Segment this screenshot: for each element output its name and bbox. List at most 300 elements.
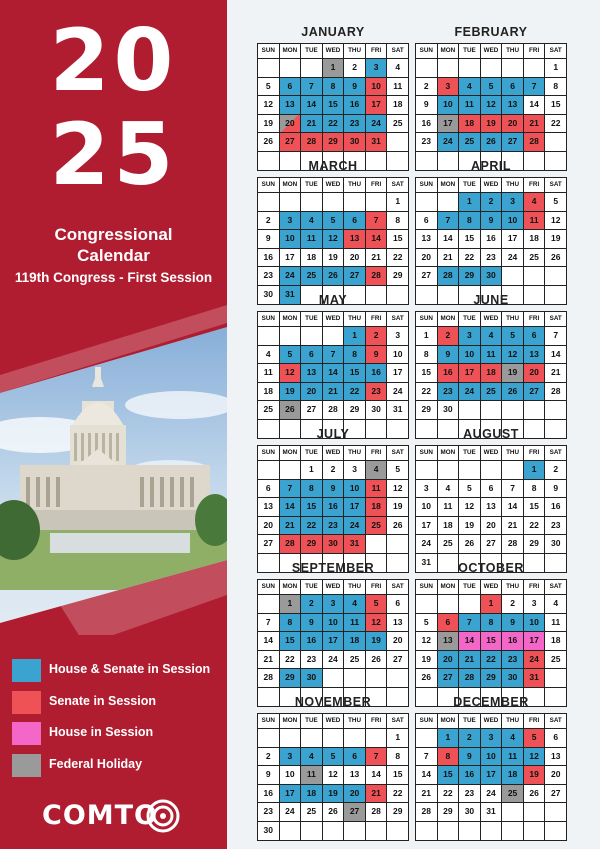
day-cell: 14 <box>438 230 460 249</box>
day-cell: 21 <box>258 651 280 670</box>
month-calendar-november <box>257 695 409 841</box>
legend-swatch <box>12 754 41 777</box>
day-cell: 4 <box>438 480 460 499</box>
month-grid <box>257 713 409 841</box>
empty-cell <box>301 729 323 748</box>
day-cell: 20 <box>416 249 438 268</box>
weekday-header: SAT <box>545 312 567 327</box>
legend-swatch <box>12 722 41 745</box>
weekday-header: FRI <box>366 312 388 327</box>
day-cell: 26 <box>280 401 302 420</box>
day-cell: 17 <box>280 249 302 268</box>
day-cell: 4 <box>524 193 546 212</box>
month-grid <box>257 311 409 439</box>
day-cell: 4 <box>344 595 366 614</box>
day-cell: 21 <box>366 249 388 268</box>
weekday-header: TUE <box>301 44 323 59</box>
day-cell: 8 <box>280 614 302 633</box>
day-cell: 23 <box>258 267 280 286</box>
weekday-header: THU <box>344 178 366 193</box>
empty-cell <box>280 327 302 346</box>
day-cell: 29 <box>438 803 460 822</box>
empty-cell <box>545 669 567 688</box>
day-cell: 23 <box>301 651 323 670</box>
day-cell: 17 <box>481 766 503 785</box>
day-cell: 20 <box>387 632 409 651</box>
empty-cell <box>438 193 460 212</box>
day-cell: 24 <box>524 651 546 670</box>
day-cell: 31 <box>387 401 409 420</box>
day-cell: 27 <box>387 651 409 670</box>
day-cell: 7 <box>301 78 323 97</box>
day-cell: 4 <box>545 595 567 614</box>
empty-cell <box>545 803 567 822</box>
month-grid <box>257 445 409 573</box>
empty-cell <box>524 59 546 78</box>
day-cell: 20 <box>344 249 366 268</box>
day-cell: 3 <box>459 327 481 346</box>
day-cell: 4 <box>258 346 280 365</box>
weekday-header: THU <box>502 312 524 327</box>
day-cell: 2 <box>481 193 503 212</box>
day-cell: 2 <box>323 461 345 480</box>
day-cell: 27 <box>344 267 366 286</box>
day-cell: 4 <box>301 748 323 767</box>
empty-cell <box>280 59 302 78</box>
day-cell: 6 <box>416 212 438 231</box>
day-cell: 16 <box>416 115 438 134</box>
day-cell: 25 <box>438 535 460 554</box>
day-cell: 1 <box>438 729 460 748</box>
empty-cell <box>502 803 524 822</box>
day-cell: 15 <box>301 498 323 517</box>
day-cell: 10 <box>416 498 438 517</box>
month-title: MAY <box>318 293 348 307</box>
empty-cell <box>280 461 302 480</box>
weekday-header: TUE <box>459 446 481 461</box>
empty-cell <box>524 822 546 841</box>
day-cell: 16 <box>301 632 323 651</box>
empty-cell <box>524 267 546 286</box>
weekday-header: MON <box>438 178 460 193</box>
day-cell: 25 <box>366 517 388 536</box>
day-cell: 17 <box>280 785 302 804</box>
day-cell: 25 <box>545 651 567 670</box>
day-cell: 19 <box>366 632 388 651</box>
day-cell: 21 <box>301 115 323 134</box>
day-cell: 23 <box>323 517 345 536</box>
day-cell: 27 <box>301 401 323 420</box>
month-grid <box>257 43 409 171</box>
weekday-header: WED <box>323 44 345 59</box>
day-cell: 13 <box>344 230 366 249</box>
legend-swatch <box>12 659 41 682</box>
poster-title <box>0 224 227 266</box>
day-cell: 25 <box>344 651 366 670</box>
day-cell: 18 <box>301 249 323 268</box>
day-cell: 19 <box>481 115 503 134</box>
day-cell: 9 <box>545 480 567 499</box>
day-cell: 14 <box>366 766 388 785</box>
day-cell: 22 <box>481 651 503 670</box>
day-cell: 4 <box>502 729 524 748</box>
day-cell: 2 <box>258 748 280 767</box>
day-cell: 23 <box>258 803 280 822</box>
day-cell: 16 <box>344 96 366 115</box>
day-cell: 10 <box>344 480 366 499</box>
day-cell: 8 <box>344 346 366 365</box>
day-cell: 28 <box>502 535 524 554</box>
month-calendar-july <box>257 427 409 573</box>
day-cell: 16 <box>258 249 280 268</box>
day-cell: 2 <box>301 595 323 614</box>
day-cell: 15 <box>280 632 302 651</box>
day-cell: 16 <box>366 364 388 383</box>
weekday-header: WED <box>323 178 345 193</box>
day-cell: 23 <box>481 249 503 268</box>
day-cell: 11 <box>481 346 503 365</box>
legend-label: House in Session <box>49 725 154 739</box>
day-cell: 17 <box>416 517 438 536</box>
day-cell: 28 <box>301 133 323 152</box>
day-cell: 16 <box>323 498 345 517</box>
empty-cell <box>258 327 280 346</box>
day-cell: 16 <box>459 766 481 785</box>
day-cell: 31 <box>366 133 388 152</box>
day-cell: 12 <box>481 96 503 115</box>
day-cell: 7 <box>524 78 546 97</box>
day-cell: 8 <box>545 78 567 97</box>
month-grid <box>415 43 567 171</box>
day-cell: 10 <box>459 346 481 365</box>
empty-cell <box>481 401 503 420</box>
weekday-header: TUE <box>459 714 481 729</box>
day-cell: 21 <box>545 364 567 383</box>
day-cell: 5 <box>323 212 345 231</box>
month-title: SEPTEMBER <box>291 561 375 575</box>
day-cell: 9 <box>416 96 438 115</box>
day-cell: 10 <box>502 212 524 231</box>
weekday-header: FRI <box>366 714 388 729</box>
empty-cell <box>387 822 409 841</box>
day-cell: 7 <box>416 748 438 767</box>
day-cell: 16 <box>502 632 524 651</box>
day-cell: 21 <box>366 785 388 804</box>
day-cell: 22 <box>280 651 302 670</box>
day-cell: 23 <box>416 133 438 152</box>
day-cell: 20 <box>502 115 524 134</box>
day-cell: 14 <box>258 632 280 651</box>
weekday-header: SUN <box>416 714 438 729</box>
day-cell: 25 <box>258 401 280 420</box>
weekday-header: SUN <box>416 178 438 193</box>
day-cell: 13 <box>280 96 302 115</box>
day-cell: 23 <box>545 517 567 536</box>
day-cell: 26 <box>524 785 546 804</box>
day-cell: 5 <box>524 729 546 748</box>
weekday-header: SUN <box>416 44 438 59</box>
day-cell: 11 <box>502 748 524 767</box>
day-cell: 24 <box>438 133 460 152</box>
day-cell: 26 <box>387 517 409 536</box>
day-cell: 28 <box>258 669 280 688</box>
day-cell: 9 <box>301 614 323 633</box>
month-title: MARCH <box>308 159 358 173</box>
day-cell: 11 <box>258 364 280 383</box>
day-cell: 18 <box>502 766 524 785</box>
day-cell: 10 <box>438 96 460 115</box>
empty-cell <box>502 59 524 78</box>
day-cell: 5 <box>323 748 345 767</box>
weekday-header: SUN <box>416 580 438 595</box>
day-cell: 7 <box>438 212 460 231</box>
day-cell: 3 <box>366 59 388 78</box>
day-cell: 27 <box>524 383 546 402</box>
day-cell: 3 <box>481 729 503 748</box>
day-cell: 5 <box>481 78 503 97</box>
day-cell: 2 <box>545 461 567 480</box>
empty-cell <box>524 803 546 822</box>
day-cell: 6 <box>258 480 280 499</box>
day-cell: 11 <box>545 614 567 633</box>
day-cell: 8 <box>301 480 323 499</box>
day-cell: 19 <box>524 766 546 785</box>
day-cell: 21 <box>323 383 345 402</box>
empty-cell <box>459 59 481 78</box>
day-cell: 1 <box>344 327 366 346</box>
day-cell: 15 <box>416 364 438 383</box>
month-calendar-january <box>257 25 409 171</box>
day-cell: 8 <box>459 212 481 231</box>
day-cell: 30 <box>258 286 280 305</box>
day-cell: 11 <box>438 498 460 517</box>
weekday-header: WED <box>481 714 503 729</box>
empty-cell <box>280 729 302 748</box>
day-cell: 22 <box>387 785 409 804</box>
day-cell: 11 <box>301 766 323 785</box>
day-cell: 1 <box>323 59 345 78</box>
day-cell: 4 <box>387 59 409 78</box>
day-cell: 29 <box>344 401 366 420</box>
day-cell: 26 <box>459 535 481 554</box>
weekday-header: SUN <box>258 44 280 59</box>
empty-cell <box>387 133 409 152</box>
day-cell: 22 <box>459 249 481 268</box>
empty-cell <box>438 595 460 614</box>
day-cell: 22 <box>301 517 323 536</box>
empty-cell <box>416 59 438 78</box>
day-cell: 30 <box>344 133 366 152</box>
empty-cell <box>366 822 388 841</box>
title-line-2: Calendar <box>77 246 150 265</box>
day-cell: 19 <box>459 517 481 536</box>
weekday-header: MON <box>280 580 302 595</box>
empty-cell <box>438 59 460 78</box>
day-cell: 29 <box>323 133 345 152</box>
month-title: JANUARY <box>301 25 365 39</box>
day-cell: 7 <box>366 212 388 231</box>
day-cell: 9 <box>459 748 481 767</box>
weekday-header: TUE <box>301 446 323 461</box>
day-cell: 8 <box>387 748 409 767</box>
day-cell: 15 <box>387 230 409 249</box>
day-cell: 6 <box>481 480 503 499</box>
day-cell: 9 <box>258 230 280 249</box>
day-cell: 19 <box>280 383 302 402</box>
day-cell: 29 <box>387 803 409 822</box>
day-cell: 12 <box>545 212 567 231</box>
day-cell: 6 <box>502 78 524 97</box>
day-cell: 12 <box>366 614 388 633</box>
day-cell: 9 <box>344 78 366 97</box>
month-calendar-september <box>257 561 409 707</box>
day-cell: 21 <box>438 249 460 268</box>
empty-cell <box>323 193 345 212</box>
day-cell: 24 <box>366 115 388 134</box>
day-cell: 24 <box>502 249 524 268</box>
month-title: AUGUST <box>463 427 519 441</box>
day-cell: 28 <box>545 383 567 402</box>
day-cell: 29 <box>387 267 409 286</box>
day-cell: 2 <box>459 729 481 748</box>
day-cell: 18 <box>545 632 567 651</box>
day-cell: 31 <box>416 554 438 573</box>
day-cell: 10 <box>323 614 345 633</box>
day-cell: 16 <box>481 230 503 249</box>
month-title: JULY <box>316 427 350 441</box>
day-cell: 11 <box>459 96 481 115</box>
day-cell: 2 <box>258 212 280 231</box>
empty-cell <box>344 193 366 212</box>
day-cell: 14 <box>524 96 546 115</box>
day-cell: 12 <box>280 364 302 383</box>
day-cell: 1 <box>416 327 438 346</box>
weekday-header: FRI <box>366 580 388 595</box>
month-grid <box>415 177 567 305</box>
day-cell: 9 <box>258 766 280 785</box>
day-cell: 22 <box>438 785 460 804</box>
weekday-header: TUE <box>301 312 323 327</box>
day-cell: 14 <box>280 498 302 517</box>
weekday-header: MON <box>280 714 302 729</box>
weekday-header: THU <box>502 714 524 729</box>
day-cell: 22 <box>524 517 546 536</box>
day-cell: 19 <box>545 230 567 249</box>
weekday-header: TUE <box>459 580 481 595</box>
day-cell: 5 <box>459 480 481 499</box>
weekday-header: FRI <box>366 44 388 59</box>
weekday-header: FRI <box>366 446 388 461</box>
day-cell: 19 <box>258 115 280 134</box>
month-calendar-december <box>415 695 567 841</box>
day-cell: 18 <box>481 364 503 383</box>
day-cell: 7 <box>258 614 280 633</box>
day-cell: 4 <box>301 212 323 231</box>
empty-cell <box>323 822 345 841</box>
month-title: OCTOBER <box>458 561 524 575</box>
weekday-header: THU <box>344 312 366 327</box>
weekday-header: TUE <box>301 580 323 595</box>
day-cell: 27 <box>416 267 438 286</box>
empty-cell <box>323 669 345 688</box>
day-cell: 5 <box>545 193 567 212</box>
day-cell: 12 <box>416 632 438 651</box>
poster-subtitle: 119th Congress - First Session <box>14 270 213 285</box>
month-grid <box>415 579 567 707</box>
day-cell: 1 <box>301 461 323 480</box>
weekday-header: THU <box>502 44 524 59</box>
day-cell: 24 <box>416 535 438 554</box>
day-cell: 9 <box>502 614 524 633</box>
empty-cell <box>545 401 567 420</box>
day-cell: 12 <box>524 748 546 767</box>
weekday-header: WED <box>323 446 345 461</box>
weekday-header: SAT <box>545 44 567 59</box>
day-cell: 17 <box>524 632 546 651</box>
capitol-photo <box>0 305 227 635</box>
empty-cell <box>438 822 460 841</box>
left-panel <box>0 0 227 849</box>
weekday-header: MON <box>438 580 460 595</box>
day-cell: 27 <box>502 133 524 152</box>
day-cell: 5 <box>416 614 438 633</box>
day-cell: 9 <box>366 346 388 365</box>
day-cell: 29 <box>280 669 302 688</box>
day-cell: 23 <box>366 383 388 402</box>
legend-label: Federal Holiday <box>49 756 143 771</box>
day-cell: 3 <box>280 212 302 231</box>
day-cell: 16 <box>438 364 460 383</box>
day-cell: 28 <box>416 803 438 822</box>
comto-wordmark: COMTO <box>42 800 159 831</box>
weekday-header: SUN <box>258 580 280 595</box>
day-cell: 28 <box>459 669 481 688</box>
day-cell: 12 <box>502 346 524 365</box>
day-cell: 27 <box>481 535 503 554</box>
empty-cell <box>258 461 280 480</box>
day-cell: 29 <box>301 535 323 554</box>
comto-ring-icon <box>145 798 181 834</box>
day-cell: 4 <box>459 78 481 97</box>
day-cell: 2 <box>344 59 366 78</box>
day-cell: 30 <box>545 535 567 554</box>
empty-cell <box>366 729 388 748</box>
empty-cell <box>387 535 409 554</box>
day-cell: 14 <box>366 230 388 249</box>
weekday-header: MON <box>438 446 460 461</box>
month-calendar-april <box>415 159 567 305</box>
weekday-header: WED <box>323 312 345 327</box>
day-cell: 19 <box>323 785 345 804</box>
day-cell: 14 <box>459 632 481 651</box>
day-cell: 17 <box>502 230 524 249</box>
day-cell: 13 <box>524 346 546 365</box>
day-cell: 7 <box>459 614 481 633</box>
empty-cell <box>459 595 481 614</box>
day-cell: 31 <box>280 286 302 305</box>
day-cell: 31 <box>481 803 503 822</box>
empty-cell <box>545 267 567 286</box>
day-cell: 26 <box>545 249 567 268</box>
day-cell: 23 <box>438 383 460 402</box>
day-cell: 12 <box>323 766 345 785</box>
month-grid <box>257 177 409 305</box>
day-cell: 25 <box>524 249 546 268</box>
day-cell: 12 <box>258 96 280 115</box>
day-cell: 3 <box>416 480 438 499</box>
day-cell: 24 <box>280 267 302 286</box>
day-cell: 10 <box>387 346 409 365</box>
